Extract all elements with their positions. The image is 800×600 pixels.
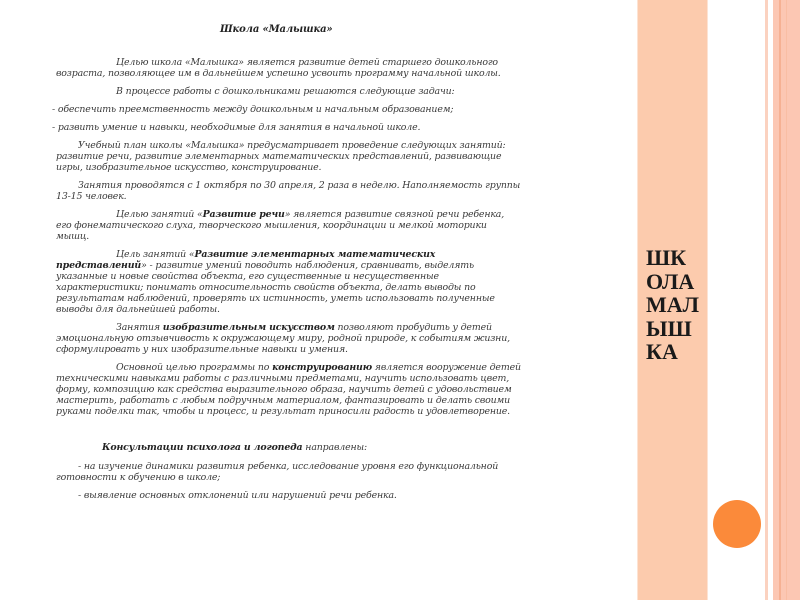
bold-term: изобразительным искусством [162, 322, 335, 333]
text-span: является вооружение детей техническими навыками работы с различными предметами, научить использовать цвет, форму, композицию как средства выразительного образа, научить детей с удовольствием мастерить, работать с любым подручным материалом, фантазировать и делать своими руками поделки так, чтобы и процесс, и результат приносили радость и удовлетворение. [56, 362, 521, 417]
bold-term: конструированию [272, 362, 372, 373]
text-span: Основной целью программы по [116, 362, 273, 373]
task-item: - развить умение и навыки, необходимые для занятия в начальной школе. [52, 122, 421, 133]
text-span: Занятия [116, 322, 163, 333]
paragraph-tasks-intro: В процессе работы с дошкольниками решаются следующие задачи: [116, 86, 455, 97]
consult-item: - выявление основных отклонений или нарушений речи ребенка. [78, 490, 397, 501]
paragraph-art [52, 322, 522, 355]
consult-item: - на изучение динамики развития ребенка, исследование уровня его функциональной готовности к обучению в школе; [56, 461, 499, 483]
text-span: направлены: [302, 442, 367, 453]
paragraph-speech [52, 209, 522, 242]
paragraph-schedule: Занятия проводятся с 1 октября по 30 апреля, 2 раза в неделю. Наполняемость группы 13-15 человек. [56, 180, 521, 202]
spacer [52, 424, 522, 442]
text-span: » является развитие связной речи ребенка, его фонематического слуха, творческого мышления, координации и мелкой моторики мышц. [56, 209, 505, 242]
task-item: - обеспечить преемственность между дошкольным и начальным образованием; [52, 104, 454, 115]
text-span: позволяют пробудить у детей эмоциональную отзывчивость к окружающему миру, родной природе, к событиям жизни, сформулировать у них изобразительные навыки и умения. [56, 322, 510, 355]
decorative-band [779, 0, 781, 600]
paragraph-math [52, 249, 522, 315]
paragraph-goal: Целью школа «Малышка» является развитие детей старшего дошкольного возраста, позволяющее им в дальнейшем успешно усвоить программу начальной школы. [56, 57, 501, 79]
paragraph-plan: Учебный план школы «Малышка» предусматривает проведение следующих занятий: развитие речи, развитие элементарных математических представлений, развивающие игры, изобразительное искусство, конструирование. [56, 140, 506, 173]
bold-term: Консультации психолога и логопеда [102, 442, 303, 453]
bold-term: Развитие речи [202, 209, 285, 220]
paragraph-construct [52, 362, 522, 417]
decorative-edge-stripe [773, 0, 800, 600]
decorative-line [765, 0, 768, 600]
decorative-band [786, 0, 787, 600]
text-span: Целью занятий « [116, 209, 203, 220]
text-span: Цель занятий « [116, 249, 195, 260]
document-body [52, 24, 522, 508]
orange-circle-icon [713, 500, 761, 548]
side-title: ШКОЛА МАЛЫШКА [646, 245, 700, 364]
document-title: Школа «Малышка» [220, 24, 333, 35]
paragraph-consult [52, 442, 522, 453]
bold-term: Развитие элементарных математических представлений [56, 249, 436, 271]
text-span: » - развитие умений поводить наблюдения, сравнивать, выделять указанные и новые свойства объекта, его существенные и несущественные характеристики; понимать относительность свойств объекта, делать выводы по результатам наблюдений, проверять их истинность, уметь использовать полученные выводы для дальнейшей работы. [56, 260, 495, 315]
